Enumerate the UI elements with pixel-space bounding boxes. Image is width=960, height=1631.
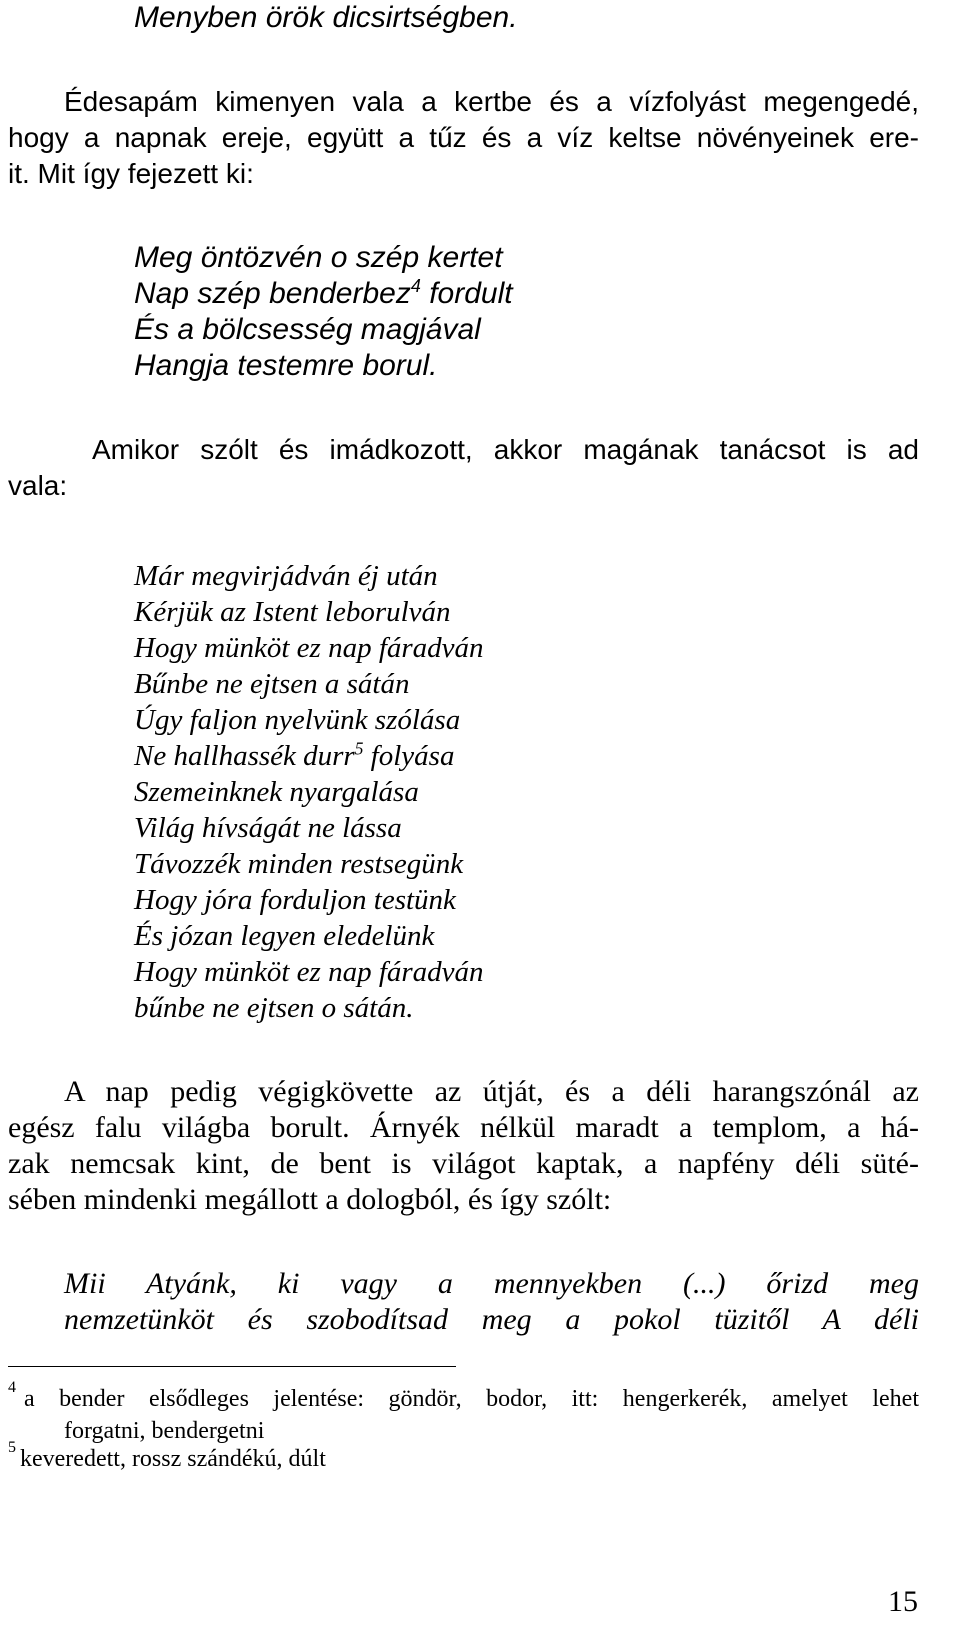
verse2-line5: Úgy faljon nyelvünk szólása xyxy=(134,704,461,736)
verse1-line3: És a bölcsesség magjával xyxy=(134,313,481,346)
para1-line2: hogy a napnak ereje, együtt a tűz és a víz keltse növényeinek ere- xyxy=(8,122,919,153)
para1-line3: it. Mit így fejezett ki: xyxy=(8,158,254,189)
para1-line1: Édesapám kimenyen vala a kertbe és a vízfolyást megengedé, xyxy=(64,86,919,117)
verse1-line2-tail: fordult xyxy=(420,277,513,310)
top-verse-line: Menyben örök dicsirtségben. xyxy=(134,1,518,34)
prayer-line2: nemzetünköt és szobodítsad meg a pokol tüzitől A déli xyxy=(64,1303,919,1336)
verse1-line4: Hangja testemre borul. xyxy=(134,349,438,382)
para3-line3: zak nemcsak kint, de bent is világot kaptak, a napfény déli süté- xyxy=(8,1147,919,1180)
verse2-line6 xyxy=(134,738,454,774)
verse2-line6-text: Ne hallhassék durr xyxy=(134,740,355,772)
footnote-5-text: keveredett, rossz szándékú, dúlt xyxy=(20,1446,326,1472)
verse1-line2 xyxy=(134,276,513,312)
para3-line4: sében mindenki megállott a dologból, és így szólt: xyxy=(8,1183,612,1216)
footnote-separator xyxy=(8,1366,456,1367)
verse2-line3: Hogy münköt ez nap fáradván xyxy=(134,632,484,664)
prayer-line1: Mii Atyánk, ki vagy a mennyekben (...) őrizd meg xyxy=(64,1267,919,1300)
verse2-line1: Már megvirjádván éj után xyxy=(134,560,438,592)
verse2-line12: Hogy münköt ez nap fáradván xyxy=(134,956,484,988)
verse1-line2-text: Nap szép benderbez xyxy=(134,277,411,310)
verse2-line2: Kérjük az Istent leborulván xyxy=(134,596,451,628)
verse2-line4: Bűnbe ne ejtsen a sátán xyxy=(134,668,410,700)
footnote-5-number: 5 xyxy=(8,1439,16,1456)
verse2-line6-tail: folyása xyxy=(363,740,455,772)
para3-line2: egész falu világba borult. Árnyék nélkül maradt a templom, a há- xyxy=(8,1111,919,1144)
page-number: 15 xyxy=(888,1585,918,1618)
footnote-4-number: 4 xyxy=(8,1379,16,1396)
footnote-4-line1: a bender elsődleges jelentése: göndör, bodor, itt: hengerkerék, amelyet lehet xyxy=(24,1386,919,1412)
verse2-line11: És józan legyen eledelünk xyxy=(134,920,435,952)
para3-line1: A nap pedig végigkövette az útját, és a déli harangszónál az xyxy=(64,1075,919,1108)
verse2-line10: Hogy jóra forduljon testünk xyxy=(134,884,456,916)
verse2-line13: bűnbe ne ejtsen o sátán. xyxy=(134,992,414,1024)
verse1-line1: Meg öntözvén o szép kertet xyxy=(134,241,503,274)
verse2-line8: Világ hívságát ne lássa xyxy=(134,812,402,844)
footnote-4-line2: forgatni, bendergetni xyxy=(64,1418,265,1444)
verse2-line9: Távozzék minden restsegünk xyxy=(134,848,464,880)
footnote-ref-5: 5 xyxy=(354,738,364,759)
footnote-ref-4: 4 xyxy=(410,276,421,296)
verse2-line7: Szemeinknek nyargalása xyxy=(134,776,419,808)
para2-line2: vala: xyxy=(8,470,68,501)
para2-line1: Amikor szólt és imádkozott, akkor magának tanácsot is ad xyxy=(92,434,919,465)
